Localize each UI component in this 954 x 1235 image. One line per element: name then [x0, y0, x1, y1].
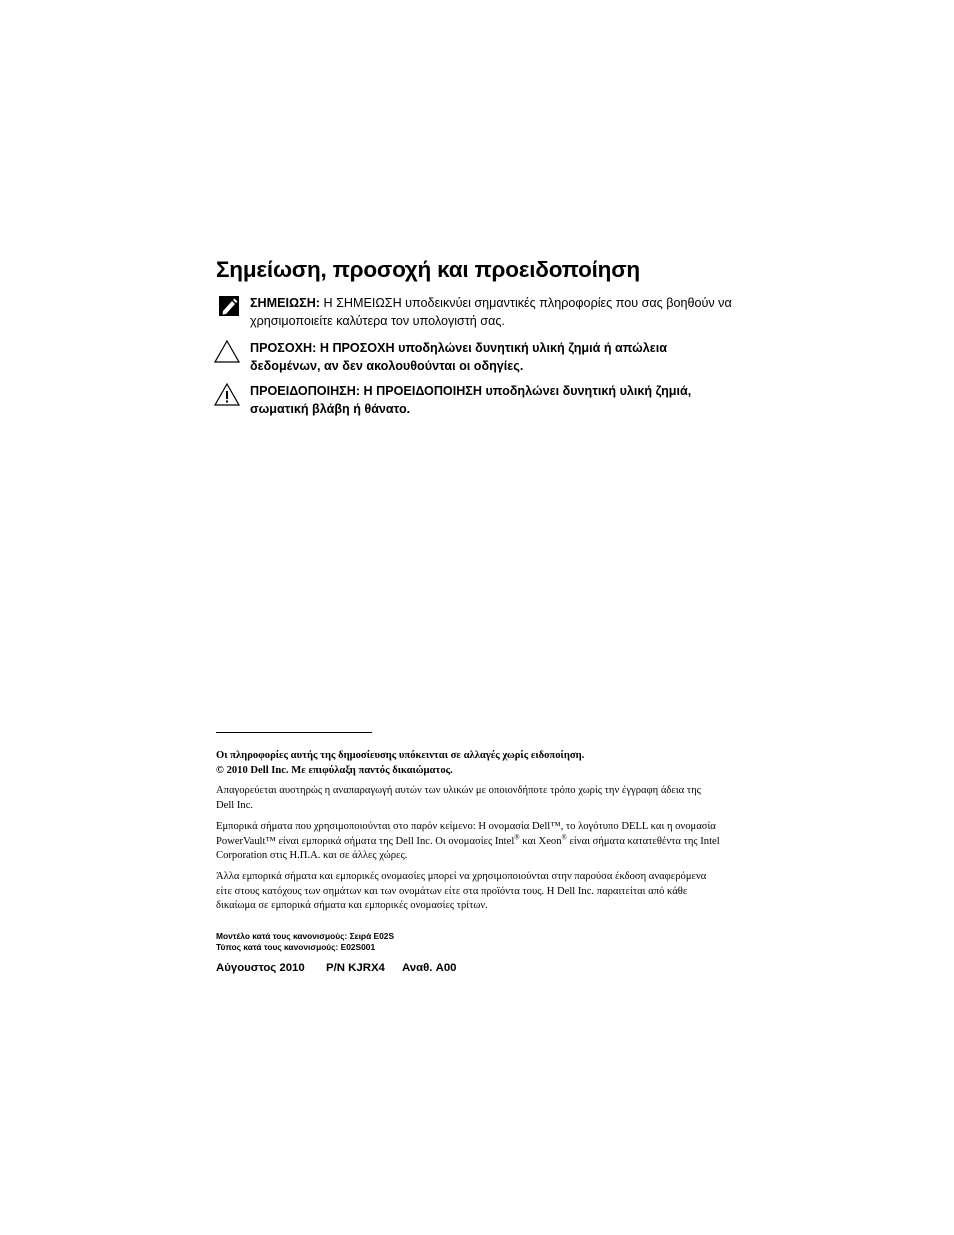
page-title: Σημείωση, προσοχή και προειδοποίηση	[216, 257, 640, 282]
caution-notice	[214, 340, 734, 375]
publication-footer	[216, 962, 457, 974]
trademarks-part-a: Εμπορικά σήματα που χρησιμοποιούνται στο παρόν κείμενο: Η ονομασία Dell™, το λογότυπο DELL και η ονομασία PowerVault™ είναι εμπορικά σήματα της Dell Inc. Οι ονομασίες Intel	[216, 821, 716, 847]
legal-change-notice: Οι πληροφορίες αυτής της δημοσίευσης υπόκεινται σε αλλαγές χωρίς ειδοποίηση.	[216, 750, 585, 761]
trademarks-notice	[216, 820, 721, 864]
legal-notice	[216, 749, 721, 778]
note-text	[250, 295, 734, 330]
note-pencil-icon	[218, 295, 244, 321]
regulatory-model: Μοντέλο κατά τους κανονισμούς: Σειρά E02S	[216, 931, 395, 941]
footnote-divider	[216, 732, 372, 733]
copyright-line: © 2010 Dell Inc. Με επιφύλαξη παντός δικαιώματος.	[216, 764, 453, 776]
part-number: P/N KJRX4	[326, 962, 385, 974]
registered-mark-xeon: ®	[561, 832, 567, 841]
regulatory-type: Τύπος κατά τους κανονισμούς: E02S001	[216, 942, 376, 952]
trademarks-part-b: και Xeon	[519, 835, 562, 847]
caution-body: Η ΠΡΟΣΟΧΗ υποδηλώνει δυνητική υλική ζημιά ή απώλεια δεδομένων, αν δεν ακολουθούνται οι οδηγίες.	[250, 341, 667, 373]
warning-triangle-icon	[214, 382, 240, 408]
other-trademarks-notice: Άλλα εμπορικά σήματα και εμπορικές ονομασίες μπορεί να χρησιμοποιούνται στην παρούσα έκδοση αναφερόμενα είτε στους κατόχους των σημάτων και των ονομάτων είτε στα προϊόντα τους. Η Dell Inc. παραιτείται από κάθε δικαίωμα σε εμπορικά σήματα και εμπορικές ονομασίες τρίτων.	[216, 871, 707, 911]
reproduction-notice: Απαγορεύεται αυστηρώς η αναπαραγωγή αυτών των υλικών με οποιονδήποτε τρόπο χωρίς την έγγραφη άδεια της Dell Inc.	[216, 785, 701, 811]
registered-mark-intel: ®	[514, 832, 520, 841]
caution-triangle-icon	[214, 339, 240, 365]
caution-label: ΠΡΟΣΟΧΗ:	[250, 341, 317, 355]
caution-text	[250, 340, 734, 375]
warning-body: Η ΠΡΟΕΙΔΟΠΟΙΗΣΗ υποδηλώνει δυνητική υλική ζημιά, σωματική βλάβη ή θάνατο.	[250, 384, 692, 416]
note-body: Η ΣΗΜΕΙΩΣΗ υποδεικνύει σημαντικές πληροφορίες που σας βοηθούν να χρησιμοποιείτε καλύτερα τον υπολογιστή σας.	[250, 296, 732, 328]
warning-notice	[214, 383, 734, 418]
revision: Αναθ. A00	[402, 962, 457, 974]
publication-date: Αύγουστος 2010	[216, 962, 305, 974]
note-notice	[214, 295, 734, 330]
regulatory-info	[216, 931, 394, 953]
trademarks-part-c: είναι σήματα κατατεθέντα της Intel Corporation στις Η.Π.Α. και σε άλλες χώρες.	[216, 835, 720, 861]
note-label: ΣΗΜΕΙΩΣΗ:	[250, 296, 320, 310]
warning-text	[250, 383, 734, 418]
warning-label: ΠΡΟΕΙΔΟΠΟΙΗΣΗ:	[250, 384, 361, 398]
